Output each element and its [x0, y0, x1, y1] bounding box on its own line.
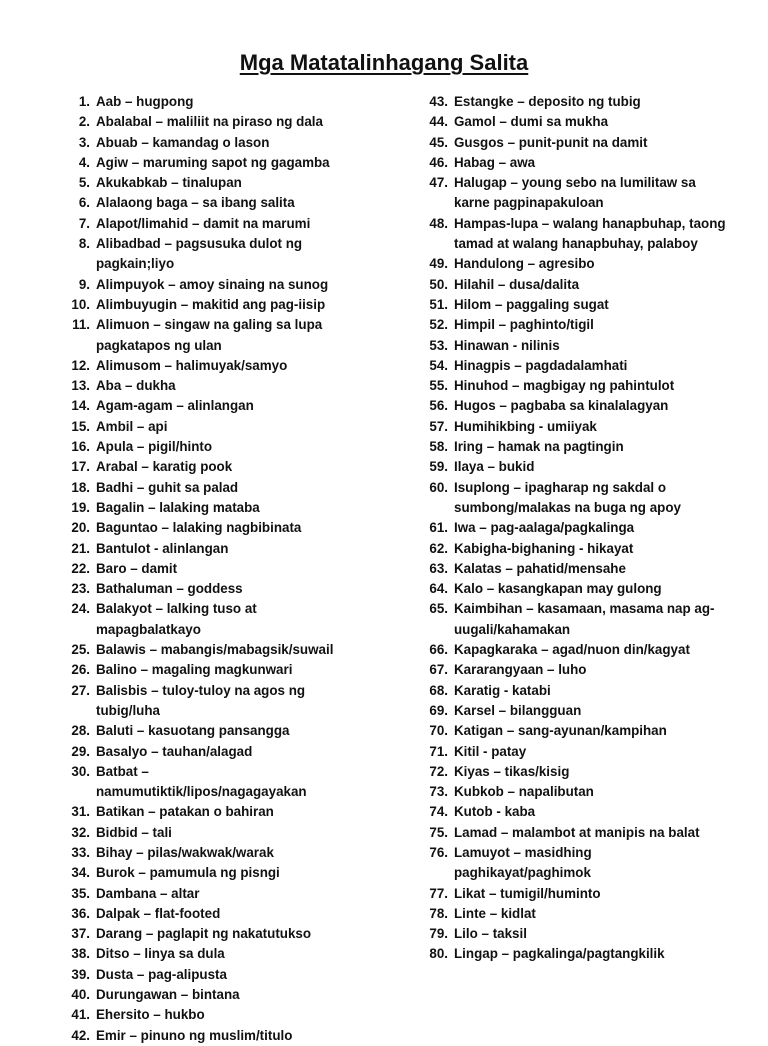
entry-number: 33.: [71, 844, 90, 860]
entry-text: Kapagkaraka – agad/nuon din/kagyat: [454, 642, 690, 658]
entry-text: Hilom – paggaling sugat: [454, 296, 609, 312]
entry-number: 49.: [429, 256, 448, 272]
word-entry: [420, 762, 726, 782]
entry-text: Isuplong – ipagharap ng sakdal o sumbong/malakas na buga ng apoy: [454, 479, 681, 515]
entry-number: 51.: [429, 296, 448, 312]
entry-text: Hugos – pagbaba sa kinalalagyan: [454, 398, 669, 414]
word-entry: [62, 924, 362, 944]
word-entry: [420, 599, 726, 640]
entry-text: Baluti – kasuotang pansangga: [96, 723, 290, 739]
entry-text: Hinawan - nilinis: [454, 337, 560, 353]
entry-number: 19.: [71, 499, 90, 515]
entry-text: Kubkob – napalibutan: [454, 784, 594, 800]
entry-text: Balisbis – tuloy-tuloy na agos ng tubig/luha: [96, 682, 306, 718]
entry-text: Lingap – pagkalinga/pagtangkilik: [454, 946, 665, 962]
entry-number: 58.: [429, 439, 448, 455]
entry-number: 78.: [429, 905, 448, 921]
word-entry: [62, 417, 362, 437]
word-entry: [62, 214, 362, 234]
entry-number: 12.: [71, 357, 90, 373]
entry-number: 73.: [429, 784, 448, 800]
entry-number: 66.: [429, 642, 448, 658]
entry-text: Habag – awa: [454, 154, 536, 170]
entry-text: Ditso – linya sa dula: [96, 946, 225, 962]
entry-text: Apula – pigil/hinto: [96, 439, 213, 455]
entry-text: Handulong – agresibo: [454, 256, 595, 272]
entry-number: 34.: [71, 865, 90, 881]
word-entry: [62, 92, 362, 112]
entry-number: 70.: [429, 723, 448, 739]
entry-text: Ilaya – bukid: [454, 459, 535, 475]
entry-number: 2.: [78, 114, 90, 130]
entry-number: 75.: [429, 824, 448, 840]
entry-number: 41.: [71, 1007, 90, 1023]
word-entry: [62, 295, 362, 315]
word-entry: [62, 640, 362, 660]
word-entry: [420, 559, 726, 579]
entry-number: 38.: [71, 946, 90, 962]
word-entry: [62, 599, 362, 640]
entry-number: 39.: [71, 966, 90, 982]
entry-number: 77.: [429, 885, 448, 901]
entry-number: 30.: [71, 763, 90, 779]
word-entry: [62, 133, 362, 153]
entry-number: 16.: [71, 439, 90, 455]
word-entry: [420, 782, 726, 802]
entry-number: 23.: [71, 581, 90, 597]
word-entry: [420, 295, 726, 315]
word-entry: [62, 884, 362, 904]
word-entry: [420, 823, 726, 843]
word-entry: [420, 396, 726, 416]
entry-number: 24.: [71, 601, 90, 617]
entry-number: 48.: [429, 215, 448, 231]
word-entry: [420, 315, 726, 335]
entry-text: Karsel – bilangguan: [454, 702, 582, 718]
word-entry: [62, 437, 362, 457]
entry-text: Agam-agam – alinlangan: [96, 398, 254, 414]
word-entry: [420, 275, 726, 295]
entry-number: 25.: [71, 642, 90, 658]
word-entry: [420, 944, 726, 964]
word-entry: [62, 843, 362, 863]
word-entry: [420, 640, 726, 660]
entry-number: 42.: [71, 1027, 90, 1043]
entry-text: Dusta – pag-alipusta: [96, 966, 227, 982]
entry-text: Hampas-lupa – walang hanapbuhap, taong tamad at walang hanapbuhay, palaboy: [454, 215, 726, 252]
word-entry: [62, 904, 362, 924]
entry-text: Darang – paglapit ng nakatutukso: [96, 926, 312, 942]
word-entry: [62, 539, 362, 559]
entry-text: Likat – tumigil/huminto: [454, 885, 601, 901]
entry-text: Iring – hamak na pagtingin: [454, 439, 624, 455]
entry-text: Durungawan – bintana: [96, 987, 240, 1003]
entry-number: 17.: [71, 459, 90, 475]
entry-text: Kiyas – tikas/kisig: [454, 763, 570, 779]
word-entry: [420, 721, 726, 741]
word-entry: [420, 884, 726, 904]
entry-number: 1.: [78, 94, 90, 109]
entry-text: Kitil - patay: [454, 743, 527, 759]
entry-number: 80.: [429, 946, 448, 962]
word-entry: [62, 1026, 362, 1046]
entry-text: Balino – magaling magkunwari: [96, 662, 293, 678]
entry-text: Alapot/limahid – damit na marumi: [96, 215, 311, 231]
entry-text: Dalpak – flat-footed: [96, 905, 221, 921]
entry-number: 65.: [429, 601, 448, 617]
entry-number: 6.: [78, 195, 90, 211]
word-entry: [62, 193, 362, 213]
entry-text: Arabal – karatig pook: [96, 459, 233, 475]
word-entry: [420, 112, 726, 132]
entry-number: 67.: [429, 662, 448, 678]
entry-text: Kaimbihan – kasamaan, masama nap ag-uugali/kahamakan: [454, 601, 715, 637]
entry-number: 43.: [429, 94, 448, 109]
entry-text: Alibadbad – pagsusuka dulot ng pagkain;liyo: [96, 236, 303, 272]
word-entry: [62, 1005, 362, 1025]
entry-text: Aab – hugpong: [96, 94, 194, 109]
word-entry: [62, 681, 362, 722]
entry-number: 60.: [429, 479, 448, 495]
entry-number: 69.: [429, 702, 448, 718]
word-entry: [62, 802, 362, 822]
entry-number: 71.: [429, 743, 448, 759]
entry-text: Alalaong baga – sa ibang salita: [96, 195, 295, 211]
entry-text: Bidbid – tali: [96, 824, 172, 840]
entry-text: Balawis – mabangis/mabagsik/suwail: [96, 642, 334, 658]
word-entry: [62, 112, 362, 132]
entry-number: 13.: [71, 378, 90, 394]
entry-number: 20.: [71, 520, 90, 536]
word-entry: [62, 985, 362, 1005]
word-entry: [420, 254, 726, 274]
entry-number: 55.: [429, 378, 448, 394]
entry-text: Alimbuyugin – makitid ang pag-iisip: [96, 296, 326, 312]
entry-text: Lilo – taksil: [454, 926, 527, 942]
entry-text: Kabigha-bighaning - hikayat: [454, 540, 634, 556]
entry-number: 31.: [71, 804, 90, 820]
entry-text: Bathaluman – goddess: [96, 581, 243, 597]
word-entry: [420, 518, 726, 538]
word-entry: [62, 965, 362, 985]
word-entry: [62, 863, 362, 883]
entry-text: Alimusom – halimuyak/samyo: [96, 357, 288, 373]
entry-text: Ambil – api: [96, 418, 168, 434]
entry-text: Bantulot - alinlangan: [96, 540, 229, 556]
entry-text: Kalatas – pahatid/mensahe: [454, 560, 626, 576]
entry-number: 37.: [71, 926, 90, 942]
entry-number: 32.: [71, 824, 90, 840]
entry-number: 8.: [78, 236, 90, 252]
word-entry: [420, 92, 726, 112]
word-entry: [420, 802, 726, 822]
entry-number: 47.: [429, 175, 448, 191]
word-entry: [62, 234, 362, 275]
entry-number: 76.: [429, 844, 448, 860]
word-entry: [420, 904, 726, 924]
entry-number: 50.: [429, 276, 448, 292]
word-entry: [62, 762, 362, 803]
entry-text: Burok – pamumula ng pisngi: [96, 865, 280, 881]
entry-text: Himpil – paghinto/tigil: [454, 317, 594, 333]
entry-text: Kararangyaan – luho: [454, 662, 587, 678]
page-title: Mga Matatalinhagang Salita: [239, 50, 529, 75]
entry-text: Katigan – sang-ayunan/kampihan: [454, 723, 667, 739]
word-entry: [62, 356, 362, 376]
entry-text: Lamuyot – masidhing paghikayat/paghimok: [454, 844, 592, 881]
entry-text: Dambana – altar: [96, 885, 200, 901]
entry-number: 40.: [71, 987, 90, 1003]
entry-text: Alimpuyok – amoy sinaing na sunog: [96, 276, 329, 292]
entry-number: 18.: [71, 479, 90, 495]
entry-text: Batikan – patakan o bahiran: [96, 804, 274, 820]
entry-text: Lamad – malambot at manipis na balat: [454, 824, 700, 840]
entry-number: 28.: [71, 723, 90, 739]
word-entry: [62, 498, 362, 518]
entry-number: 53.: [429, 337, 448, 353]
word-entry: [420, 924, 726, 944]
entry-number: 29.: [71, 743, 90, 759]
word-entry: [62, 579, 362, 599]
entry-text: Abuab – kamandag o lason: [96, 134, 270, 150]
word-entry: [62, 275, 362, 295]
entry-text: Karatig - katabi: [454, 682, 551, 698]
entry-text: Linte – kidlat: [454, 905, 536, 921]
entry-number: 35.: [71, 885, 90, 901]
entry-number: 54.: [429, 357, 448, 373]
word-entry: [62, 559, 362, 579]
entry-text: Hinagpis – pagdadalamhati: [454, 357, 628, 373]
entry-number: 3.: [78, 134, 90, 150]
word-entry: [420, 437, 726, 457]
entry-number: 5.: [78, 175, 90, 191]
word-entry: [420, 660, 726, 680]
entry-text: Aba – dukha: [96, 378, 176, 394]
entry-text: Hinuhod – magbigay ng pahintulot: [454, 378, 675, 394]
entry-text: Alimuon – singaw na galing sa lupa pagkatapos ng ulan: [96, 317, 323, 353]
entry-number: 52.: [429, 317, 448, 333]
entry-number: 68.: [429, 682, 448, 698]
word-entry: [420, 376, 726, 396]
entry-text: Gusgos – punit-punit na damit: [454, 134, 648, 150]
entry-text: Agiw – maruming sapot ng gagamba: [96, 154, 330, 170]
entry-number: 46.: [429, 154, 448, 170]
word-entry: [62, 944, 362, 964]
entry-number: 14.: [71, 398, 90, 414]
entry-number: 63.: [429, 560, 448, 576]
entry-number: 26.: [71, 662, 90, 678]
word-entry: [420, 417, 726, 437]
entry-text: Ehersito – hukbo: [96, 1007, 205, 1023]
entry-text: Humihikbing - umiiyak: [454, 418, 597, 434]
word-entry: [420, 133, 726, 153]
word-entry: [62, 721, 362, 741]
entry-number: 4.: [78, 154, 90, 170]
word-entry: [420, 701, 726, 721]
word-entry: [420, 173, 726, 214]
entry-number: 15.: [71, 418, 90, 434]
entry-text: Estangke – deposito ng tubig: [454, 94, 641, 109]
entry-number: 10.: [71, 296, 90, 312]
word-entry: [420, 843, 726, 884]
entry-number: 27.: [71, 682, 90, 698]
entry-number: 45.: [429, 134, 448, 150]
word-list-right: [420, 92, 726, 965]
entry-number: 44.: [429, 114, 448, 130]
entry-text: Halugap – young sebo na lumilitaw sa karne pagpinapakuloan: [454, 175, 696, 211]
entry-number: 64.: [429, 581, 448, 597]
entry-text: Kutob - kaba: [454, 804, 536, 820]
entry-text: Baro – damit: [96, 560, 178, 576]
entry-text: Kalo – kasangkapan may gulong: [454, 581, 662, 597]
entry-number: 56.: [429, 398, 448, 414]
word-entry: [420, 153, 726, 173]
word-entry: [62, 518, 362, 538]
word-entry: [62, 823, 362, 843]
entry-text: Akukabkab – tinalupan: [96, 175, 242, 191]
word-entry: [420, 681, 726, 701]
entry-text: Gamol – dumi sa mukha: [454, 114, 609, 130]
entry-number: 59.: [429, 459, 448, 475]
word-entry: [420, 214, 726, 255]
entry-number: 9.: [78, 276, 90, 292]
word-entry: [62, 173, 362, 193]
entry-text: Batbat – namumutiktik/lipos/nagagayakan: [96, 763, 307, 800]
word-entry: [62, 376, 362, 396]
word-list-left: [62, 92, 362, 1046]
word-entry: [420, 356, 726, 376]
entry-text: Basalyo – tauhan/alagad: [96, 743, 253, 759]
entry-number: 36.: [71, 905, 90, 921]
entry-number: 21.: [71, 540, 90, 556]
word-entry: [420, 539, 726, 559]
word-entry: [62, 660, 362, 680]
word-entry: [420, 742, 726, 762]
word-entry: [62, 478, 362, 498]
entry-text: Baguntao – lalaking nagbibinata: [96, 520, 302, 536]
word-entry: [62, 315, 362, 356]
entry-number: 72.: [429, 763, 448, 779]
entry-number: 7.: [78, 215, 90, 231]
entry-number: 74.: [429, 804, 448, 820]
entry-number: 11.: [72, 317, 90, 333]
entry-number: 57.: [429, 418, 448, 434]
entry-text: Abalabal – maliliit na piraso ng dala: [96, 114, 323, 130]
entry-text: Badhi – guhit sa palad: [96, 479, 239, 495]
entry-text: Bihay – pilas/wakwak/warak: [96, 844, 274, 860]
word-entry: [62, 153, 362, 173]
entry-text: Bagalin – lalaking mataba: [96, 499, 260, 515]
entry-number: 22.: [71, 560, 90, 576]
entry-text: Balakyot – lalking tuso at mapagbalatkayo: [96, 601, 257, 637]
entry-text: Emir – pinuno ng muslim/titulo: [96, 1027, 293, 1043]
word-entry: [420, 579, 726, 599]
word-entry: [62, 742, 362, 762]
entry-text: Hilahil – dusa/dalita: [454, 276, 580, 292]
word-entry: [420, 478, 726, 519]
entry-text: Iwa – pag-aalaga/pagkalinga: [454, 520, 635, 536]
word-entry: [62, 457, 362, 477]
entry-number: 61.: [429, 520, 448, 536]
entry-number: 62.: [429, 540, 448, 556]
entry-number: 79.: [429, 926, 448, 942]
word-entry: [420, 336, 726, 356]
word-entry: [62, 396, 362, 416]
word-entry: [420, 457, 726, 477]
